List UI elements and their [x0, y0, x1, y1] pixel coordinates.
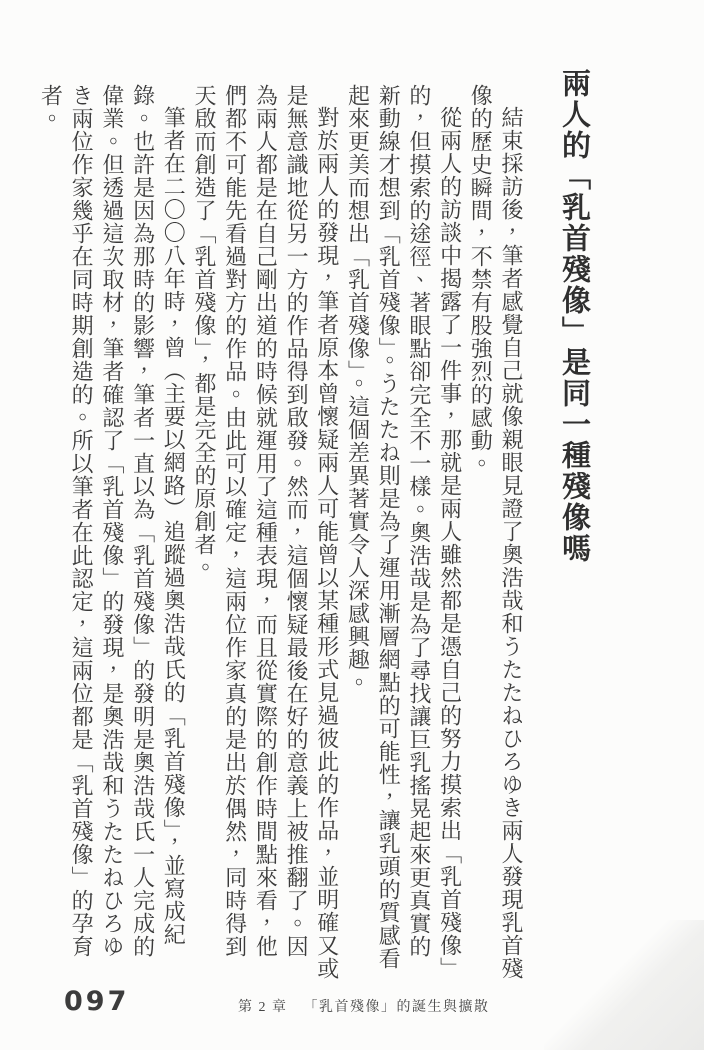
paragraph: 對於兩人的發現，筆者原本曾懷疑兩人可能曾以某種形式見過彼此的作品，並明確又或是無意識地從另一方的作品得到啟發。然而，這個懷疑最後在好的意義上被推翻了。因為兩人都是在自己剛出道的時候就運用了這種表現，而且從實際的創作時間點來看，他們都不可能先看過對方的作品。由此可以確定，這兩位作家真的是出於偶然，同時得到天啟而創造了「乳首殘像」，都是完全的原創者。	[191, 84, 340, 980]
paragraph: 筆者在二〇〇八年時，曾（主要以網路）追蹤過奧浩哉氏的「乳首殘像」，並寫成紀錄。也許是因為那時的影響，筆者一直以為「乳首殘像」的發明是奧浩哉氏一人完成的偉業。但透過這次取材，筆者確認了「乳首殘像」的發現，是奧浩哉和うたたねひろゆき兩位作家幾乎在同時期創造的。所以筆者在此認定，這兩位都是「乳首殘像」的孕育者。	[38, 84, 187, 958]
chapter-footer	[238, 996, 490, 1016]
paragraph: 結束採訪後，筆者感覺自己就像親眼見證了奧浩哉和うたたねひろゆき兩人發現乳首殘像的歷史瞬間，不禁有股強烈的感動。	[468, 84, 524, 980]
page-number: 097	[64, 986, 130, 1017]
paragraph: 從兩人的訪談中揭露了一件事，那就是兩人雖然都是憑自己的努力摸索出「乳首殘像」的，但摸索的途徑、著眼點卻完全不一樣。奧浩哉是為了尋找讓巨乳搖晃起來更真實的新動線才想到「乳首殘像」。うたたね則是為了運用漸層網點的可能性，讓乳頭的質感看起來更美而想出「乳首殘像」。這個差異著實令人深感興趣。	[345, 84, 463, 980]
section-title: 兩人的「乳首殘像」是同一種殘像嗎	[558, 68, 590, 564]
chapter-footer-label: 第 2 章	[238, 1000, 288, 1015]
chapter-footer-title: 「乳首殘像」的誕生與擴散	[303, 1000, 490, 1015]
body-text	[38, 84, 526, 980]
page-curl-shadow	[544, 920, 704, 1050]
